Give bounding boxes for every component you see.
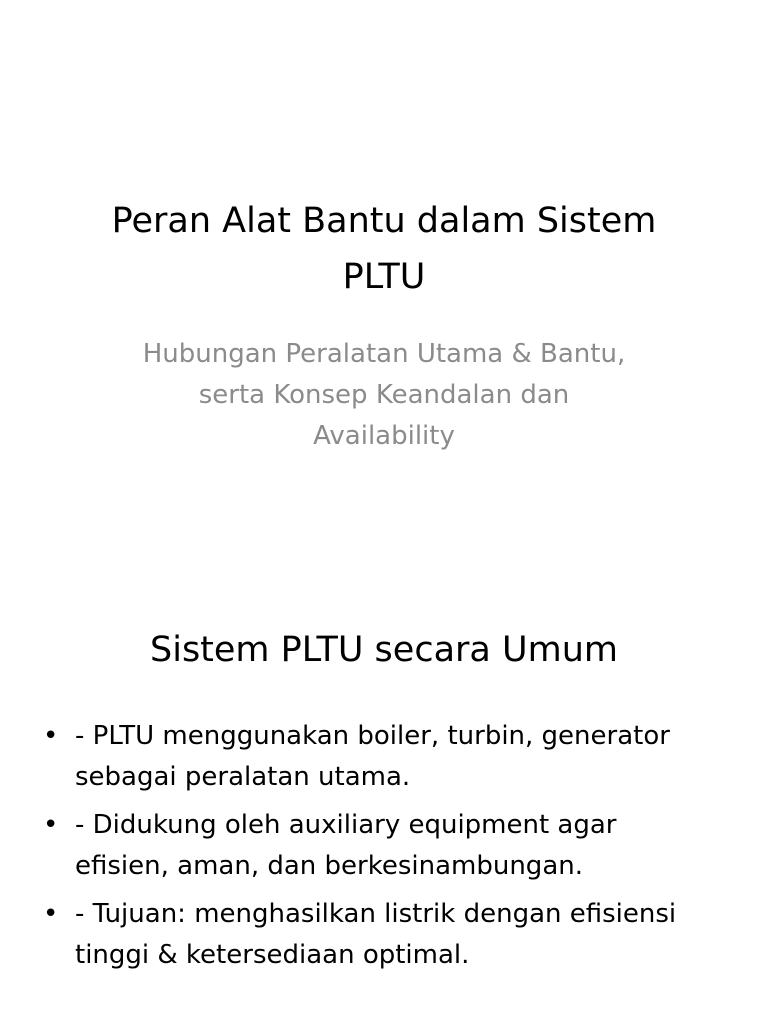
- bullet-text-line: - PLTU menggunakan boiler, turbin, generator: [75, 721, 670, 751]
- bullet-dot-icon: •: [43, 810, 59, 840]
- slide-subtitle: [80, 334, 688, 457]
- bullet-dot-icon: •: [43, 899, 59, 929]
- slide-subtitle-line: Availability: [313, 421, 455, 451]
- bullet-item: [40, 805, 728, 887]
- content-slide: [0, 576, 768, 1024]
- bullet-text-line: tinggi & ketersediaan optimal.: [75, 940, 470, 970]
- slide-title: [40, 193, 728, 305]
- slide-subtitle-line: Hubungan Peralatan Utama & Bantu,: [142, 339, 626, 369]
- slide-title: Sistem PLTU secara Umum: [150, 630, 618, 670]
- bullet-text-line: efisien, aman, dan berkesinambungan.: [75, 851, 583, 881]
- bullet-dot-icon: •: [43, 721, 59, 751]
- slide-title-line: PLTU: [342, 257, 426, 297]
- bullet-text-line: - Didukung oleh auxiliary equipment agar: [75, 810, 617, 840]
- slide-subtitle-line: serta Konsep Keandalan dan: [198, 380, 570, 410]
- bullet-item: [40, 716, 728, 798]
- bullet-text-line: sebagai peralatan utama.: [75, 762, 411, 792]
- slide-title-line: Peran Alat Bantu dalam Sistem: [111, 201, 657, 241]
- bullet-item: [40, 894, 728, 976]
- bullet-list: [40, 716, 728, 983]
- bullet-text-line: - Tujuan: menghasilkan listrik dengan efisiensi: [75, 899, 677, 929]
